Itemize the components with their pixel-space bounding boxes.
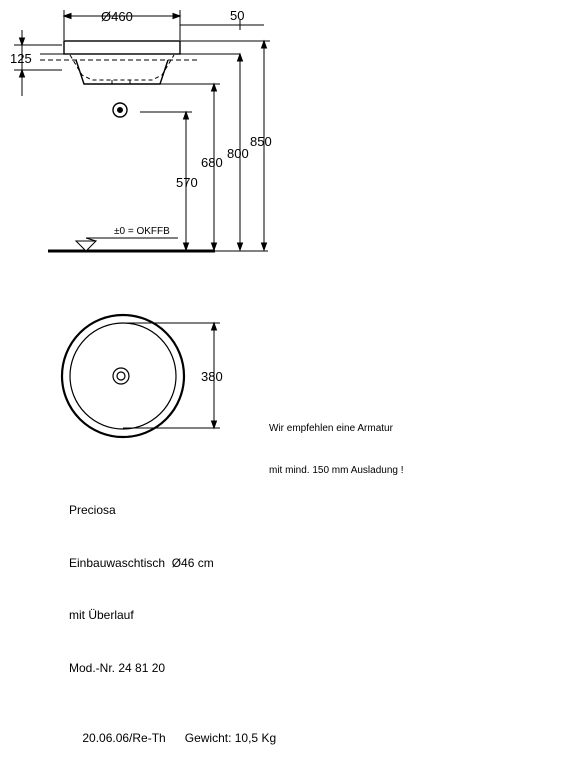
product-feature: mit Überlauf [69, 608, 134, 622]
arrow-570-bottom [184, 243, 189, 250]
recommendation-note [269, 394, 404, 492]
arrow-680-top [212, 84, 217, 91]
top-view [62, 315, 220, 437]
product-info [69, 467, 276, 782]
inner-diameter-label: 380 [201, 369, 223, 384]
note-line-1: Wir empfehlen eine Armatur [269, 423, 393, 434]
basin-outer-circle [62, 315, 184, 437]
height-680-label: 680 [201, 155, 223, 170]
floor-level-label: ±0 = OKFFB [114, 226, 170, 237]
product-name: Preciosa [69, 503, 116, 517]
product-date-weight-row [69, 712, 276, 765]
depth-arrow-bottom [20, 70, 25, 77]
diameter-top-label: Ø460 [101, 9, 133, 24]
drain-outer-circle [113, 368, 129, 384]
side-view [14, 10, 270, 251]
drain-pipe-center [118, 108, 123, 113]
height-850-label: 850 [250, 134, 272, 149]
arrow-850-top [262, 41, 267, 48]
arrow-380-bottom [212, 421, 217, 428]
product-model-number: Mod.-Nr. 24 81 20 [69, 660, 166, 675]
basin-rim [64, 41, 180, 54]
height-800-label: 800 [227, 146, 249, 161]
product-date-code: 20.06.06/Re-Th [82, 730, 166, 745]
product-weight: Gewicht: 10,5 Kg [184, 730, 277, 745]
arrow-570-top [184, 112, 189, 119]
arrow-380-top [212, 323, 217, 330]
arrow-800-bottom [238, 243, 243, 250]
note-line-2: mit mind. 150 mm Ausladung ! [269, 465, 404, 476]
basin-inner-circle [70, 323, 176, 429]
arrow-right [173, 14, 180, 19]
height-570-label: 570 [176, 175, 198, 190]
drain-inner-circle [117, 372, 125, 380]
arrow-left [64, 14, 71, 19]
depth-arrow-top [20, 38, 25, 45]
basin-bowl-inner [70, 55, 174, 80]
arrow-850-bottom [262, 243, 267, 250]
basin-depth-label: 125 [10, 51, 32, 66]
arrow-680-bottom [212, 243, 217, 250]
product-description: Einbauwaschtisch Ø46 cm [69, 555, 214, 570]
arrow-800-top [238, 54, 243, 61]
rim-offset-label: 50 [230, 8, 245, 23]
